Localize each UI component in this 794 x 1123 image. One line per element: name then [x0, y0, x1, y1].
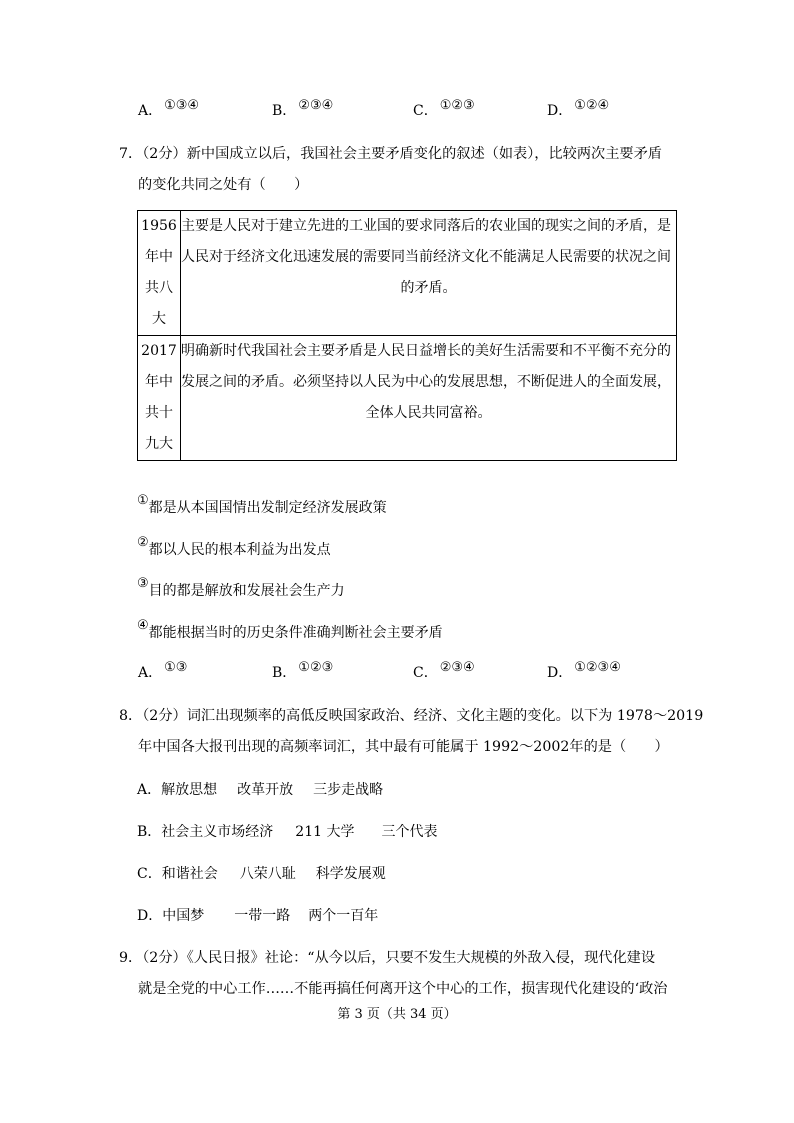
q8-stem-line1: 8．（2分）词汇出现频率的高低反映国家政治、经济、文化主题的变化。以下为 1978～2019: [119, 708, 704, 724]
q6-option-c[interactable]: C． ①②③: [413, 98, 475, 119]
table-row: [138, 336, 677, 461]
table-row: [138, 211, 677, 336]
q9-stem: [119, 943, 679, 1005]
q6-option-d[interactable]: D． ①②④: [547, 98, 610, 119]
contradiction-table: [137, 210, 677, 461]
year-cell: 2017 年中 共十 九大: [138, 336, 181, 461]
q7-statement-1: ①都是从本国国情出发制定经济发展政策: [137, 493, 387, 516]
q7-statement-4: ④都能根据当时的历史条件准确判断社会主要矛盾: [137, 618, 443, 641]
q7-stem-line1: 7．（2分）新中国成立以后，我国社会主要矛盾变化的叙述（如表），比较两次主要矛盾: [119, 146, 662, 162]
q6-options: [138, 100, 738, 124]
q9-stem-line1: 9．（2分）《人民日报》社论：“从今以后，只要不发生大规模的外敌入侵，现代化建设: [119, 950, 656, 966]
q8-choice-a[interactable]: A．解放思想 改革开放 三步走战略: [137, 782, 384, 798]
year-cell: 1956 年中 共八 大: [138, 211, 181, 336]
q7-options: [138, 662, 738, 686]
q9-stem-line2: 就是全党的中心工作……不能再搞任何离开这个中心的工作，损害现代化建设的‘政治: [138, 981, 668, 997]
q8-stem-line2: 年中国各大报刊出现的高频率词汇，其中最有可能属于 1992～2002年的是（ ）: [138, 739, 669, 755]
description-cell: 主要是人民对于建立先进的工业国的要求同落后的农业国的现实之间的矛盾，是 人民对于经济文化迅速发展的需要同当前经济文化不能满足人民需要的状况之间 的矛盾。: [181, 211, 677, 336]
q7-stem: [119, 139, 679, 201]
q8-choice-b[interactable]: B．社会主义市场经济 211 大学 三个代表: [137, 824, 438, 840]
q6-option-b[interactable]: B． ②③④: [272, 98, 334, 119]
q8-choice-d[interactable]: D．中国梦 一带一路 两个一百年: [137, 908, 379, 924]
q7-statement-2: ②都以人民的根本利益为出发点: [137, 535, 331, 558]
q7-stem-line2: 的变化共同之处有（ ）: [138, 177, 309, 193]
page-number-footer: 第 3 页（共 34 页）: [337, 1007, 457, 1022]
q7-option-a[interactable]: A． ①③: [138, 660, 188, 681]
q7-option-d[interactable]: D． ①②③④: [547, 660, 621, 681]
q6-option-a[interactable]: A． ①③④: [138, 98, 200, 119]
q7-statement-3: ③目的都是解放和发展社会生产力: [137, 576, 345, 599]
description-cell: 明确新时代我国社会主要矛盾是人民日益增长的美好生活需要和不平衡不充分的 发展之间的矛盾。必须坚持以人民为中心的发展思想，不断促进人的全面发展， 全体人民共同富裕。: [181, 336, 677, 461]
q8-stem: [119, 701, 704, 763]
q7-option-c[interactable]: C． ②③④: [413, 660, 475, 681]
q8-choice-c[interactable]: C．和谐社会 八荣八耻 科学发展观: [137, 866, 386, 882]
q7-option-b[interactable]: B． ①②③: [272, 660, 334, 681]
